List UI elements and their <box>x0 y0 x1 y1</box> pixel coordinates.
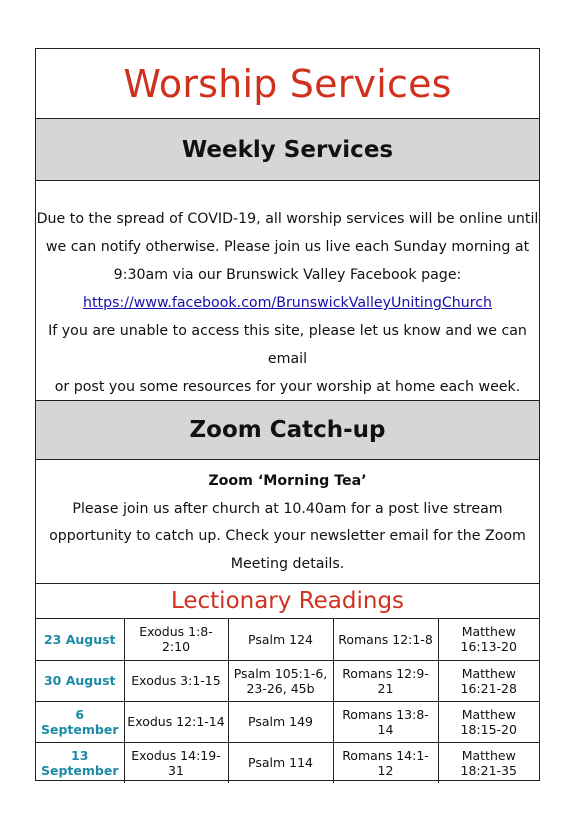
reading-old-testament: Exodus 3:1-15 <box>124 660 228 701</box>
reading-epistle: Romans 13:8-14 <box>333 701 438 742</box>
zoom-text-line-3: Meeting details. <box>230 555 345 572</box>
facebook-link[interactable]: https://www.facebook.com/BrunswickValleyUnitingChurch <box>82 295 493 311</box>
table-row <box>36 660 539 701</box>
weekly-services-heading: Weekly Services <box>181 136 394 163</box>
zoom-text-line-1: Please join us after church at 10.40am for a post live stream <box>72 500 503 517</box>
reading-old-testament: Exodus 14:19-31 <box>124 742 228 783</box>
reading-epistle: Romans 12:1-8 <box>333 619 438 660</box>
weekly-text-line-1: Due to the spread of COVID-19, all worship services will be online until <box>36 211 539 227</box>
reading-date: 30 August <box>36 660 124 701</box>
reading-old-testament: Exodus 1:8-2:10 <box>124 619 228 660</box>
reading-date: 13 September <box>36 742 124 783</box>
reading-psalm: Psalm 105:1-6, 23-26, 45b <box>228 660 333 701</box>
reading-old-testament: Exodus 12:1-14 <box>124 701 228 742</box>
table-row <box>36 619 539 660</box>
zoom-catchup-body <box>36 460 539 584</box>
table-row <box>36 701 539 742</box>
reading-psalm: Psalm 149 <box>228 701 333 742</box>
reading-gospel: Matthew 18:15-20 <box>438 701 539 742</box>
weekly-text-line-3: 9:30am via our Brunswick Valley Facebook page: <box>113 267 462 283</box>
lectionary-table <box>36 619 539 783</box>
weekly-text-line-5: or post you some resources for your worship at home each week. <box>54 379 521 395</box>
zoom-catchup-header <box>36 400 539 460</box>
page-title: Worship Services <box>123 61 452 106</box>
title-section <box>36 49 539 119</box>
document-frame <box>35 48 540 781</box>
zoom-catchup-heading: Zoom Catch-up <box>189 417 386 443</box>
zoom-text-line-2: opportunity to catch up. Check your newsletter email for the Zoom <box>49 528 526 544</box>
lectionary-header <box>36 584 539 619</box>
lectionary-heading: Lectionary Readings <box>170 588 405 614</box>
reading-gospel: Matthew 16:13-20 <box>438 619 539 660</box>
reading-date: 23 August <box>36 619 124 660</box>
reading-gospel: Matthew 18:21-35 <box>438 742 539 783</box>
reading-psalm: Psalm 114 <box>228 742 333 783</box>
weekly-services-body <box>36 181 539 400</box>
reading-epistle: Romans 12:9-21 <box>333 660 438 701</box>
reading-epistle: Romans 14:1-12 <box>333 742 438 783</box>
table-row <box>36 742 539 783</box>
reading-psalm: Psalm 124 <box>228 619 333 660</box>
zoom-subheading: Zoom ‘Morning Tea’ <box>208 473 367 489</box>
weekly-text-line-2: we can notify otherwise. Please join us live each Sunday morning at <box>45 239 530 255</box>
reading-gospel: Matthew 16:21-28 <box>438 660 539 701</box>
weekly-services-header <box>36 119 539 181</box>
reading-date: 6 September <box>36 701 124 742</box>
weekly-text-line-4: If you are unable to access this site, please let us know and we can email <box>48 323 527 367</box>
